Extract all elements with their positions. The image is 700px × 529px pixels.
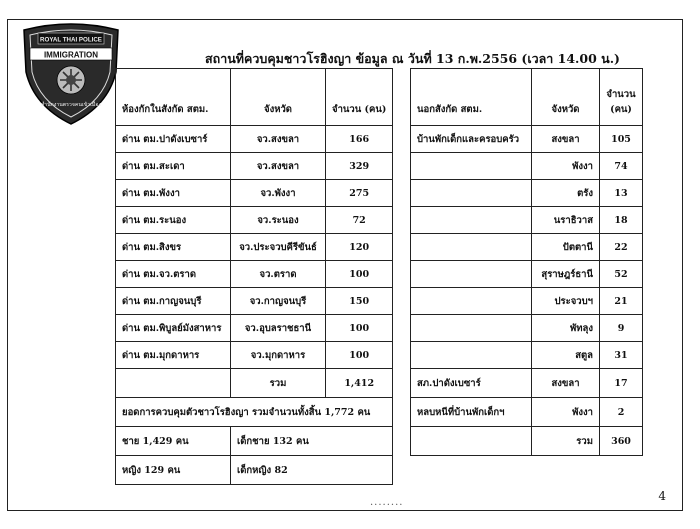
office-cell: ด่าน ตม.กาญจนบุรี [116, 288, 231, 315]
count-cell: 52 [600, 261, 643, 288]
immigration-police-badge-icon [16, 20, 126, 128]
table-row [411, 261, 643, 288]
table-row [116, 315, 393, 342]
count-cell: 166 [326, 126, 393, 153]
table-row [411, 234, 643, 261]
province-cell: จว.ระนอง [231, 207, 326, 234]
office-cell: ด่าน ตม.พิบูลย์มังสาหาร [116, 315, 231, 342]
office-cell: หลบหนีที่บ้านพักเด็กฯ [411, 398, 532, 427]
count-cell: 22 [600, 234, 643, 261]
male-row [116, 427, 393, 456]
province-cell: จว.มุกดาหาร [231, 342, 326, 369]
office-cell: ด่าน ตม.สิงขร [116, 234, 231, 261]
count-cell: 100 [326, 315, 393, 342]
female-child-count: เด็กหญิง 82 [231, 456, 393, 485]
table-row [411, 153, 643, 180]
left-total-row [116, 369, 393, 398]
office-cell [411, 234, 532, 261]
table-row [411, 207, 643, 234]
total-label: รวม [532, 427, 600, 456]
count-cell: 17 [600, 369, 643, 398]
page-title: สถานที่ควบคุมชาวโรฮิงญา ข้อมูล ณ วันที่ 13 ก.พ.2556 (เวลา 14.00 น.) [205, 51, 620, 66]
total-value: 360 [600, 427, 643, 456]
province-cell: จว.สงขลา [231, 153, 326, 180]
count-cell: 2 [600, 398, 643, 427]
province-cell: พัทลุง [532, 315, 600, 342]
province-cell: จว.พังงา [231, 180, 326, 207]
female-count: หญิง 129 คน [116, 456, 231, 485]
province-cell: จว.กาญจนบุรี [231, 288, 326, 315]
table-row [116, 342, 393, 369]
province-cell: จว.อุบลราชธานี [231, 315, 326, 342]
count-cell: 100 [326, 261, 393, 288]
badge-top-text: ROYAL THAI POLICE [40, 36, 102, 44]
province-cell: ปัตตานี [532, 234, 600, 261]
province-cell: สตูล [532, 342, 600, 369]
summary-text: ยอดการควบคุมตัวชาวโรฮิงญา รวมจำนวนทั้งสิ้น 1,772 คน [116, 398, 393, 427]
province-cell: สุราษฎร์ธานี [532, 261, 600, 288]
count-cell: 329 [326, 153, 393, 180]
province-cell: พังงา [532, 153, 600, 180]
province-cell: จว.ประจวบคีรีขันธ์ [231, 234, 326, 261]
empty-cell [411, 427, 532, 456]
footer-dots: ........ [370, 497, 404, 508]
count-cell: 72 [326, 207, 393, 234]
right-header-office: นอกสังกัด สตม. [411, 69, 532, 126]
office-cell [411, 315, 532, 342]
province-cell: นราธิวาส [532, 207, 600, 234]
male-child-count: เด็กชาย 132 คน [231, 427, 393, 456]
left-header-province: จังหวัด [231, 69, 326, 126]
badge-main-text: IMMIGRATION [43, 50, 99, 60]
count-cell: 18 [600, 207, 643, 234]
count-cell: 100 [326, 342, 393, 369]
province-cell: ตรัง [532, 180, 600, 207]
office-cell [411, 207, 532, 234]
office-cell [411, 288, 532, 315]
left-table [115, 68, 393, 485]
right-table-header-row [411, 69, 643, 126]
province-cell: จว.ตราด [231, 261, 326, 288]
male-count: ชาย 1,429 คน [116, 427, 231, 456]
table-row [116, 126, 393, 153]
table-row [116, 153, 393, 180]
count-cell: 150 [326, 288, 393, 315]
office-cell [411, 180, 532, 207]
badge-bottom-text: สำนักงานตรวจคนเข้าเมือง [41, 102, 101, 108]
summary-row [116, 398, 393, 427]
office-cell: สภ.ปาดังเบซาร์ [411, 369, 532, 398]
right-header-province: จังหวัด [532, 69, 600, 126]
table-row [116, 288, 393, 315]
right-total-row [411, 427, 643, 456]
office-cell: ด่าน ตม.สะเดา [116, 153, 231, 180]
count-cell: 9 [600, 315, 643, 342]
left-header-count: จำนวน (คน) [326, 69, 393, 126]
count-cell: 21 [600, 288, 643, 315]
page-number: 4 [658, 489, 666, 503]
province-cell: พังงา [532, 398, 600, 427]
table-row [411, 180, 643, 207]
count-cell: 74 [600, 153, 643, 180]
table-row [411, 126, 643, 153]
female-row [116, 456, 393, 485]
province-cell: ประจวบฯ [532, 288, 600, 315]
office-cell: บ้านพักเด็กและครอบครัว [411, 126, 532, 153]
table-row [411, 288, 643, 315]
office-cell: ด่าน ตม.ปาดังเบซาร์ [116, 126, 231, 153]
empty-cell [116, 369, 231, 398]
province-cell: จว.สงขลา [231, 126, 326, 153]
office-cell [411, 342, 532, 369]
office-cell: ด่าน ตม.พังงา [116, 180, 231, 207]
table-row [116, 234, 393, 261]
office-cell: ด่าน ตม.มุกดาหาร [116, 342, 231, 369]
count-cell: 275 [326, 180, 393, 207]
office-cell: ด่าน ตม.ระนอง [116, 207, 231, 234]
count-cell: 31 [600, 342, 643, 369]
table-row [411, 342, 643, 369]
count-cell: 120 [326, 234, 393, 261]
total-value: 1,412 [326, 369, 393, 398]
count-cell: 13 [600, 180, 643, 207]
count-cell: 105 [600, 126, 643, 153]
province-cell: สงขลา [532, 126, 600, 153]
office-cell [411, 261, 532, 288]
left-header-office: ห้องกักในสังกัด สตม. [116, 69, 231, 126]
table-row [116, 180, 393, 207]
office-cell: ด่าน ตม.จว.ตราด [116, 261, 231, 288]
total-label: รวม [231, 369, 326, 398]
table-row [116, 261, 393, 288]
table-row [116, 207, 393, 234]
table-row [411, 315, 643, 342]
office-cell [411, 153, 532, 180]
right-table [410, 68, 643, 456]
table-row [411, 369, 643, 398]
table-row [411, 398, 643, 427]
province-cell: สงขลา [532, 369, 600, 398]
right-header-count: จำนวน (คน) [600, 69, 643, 126]
left-table-header-row [116, 69, 393, 126]
